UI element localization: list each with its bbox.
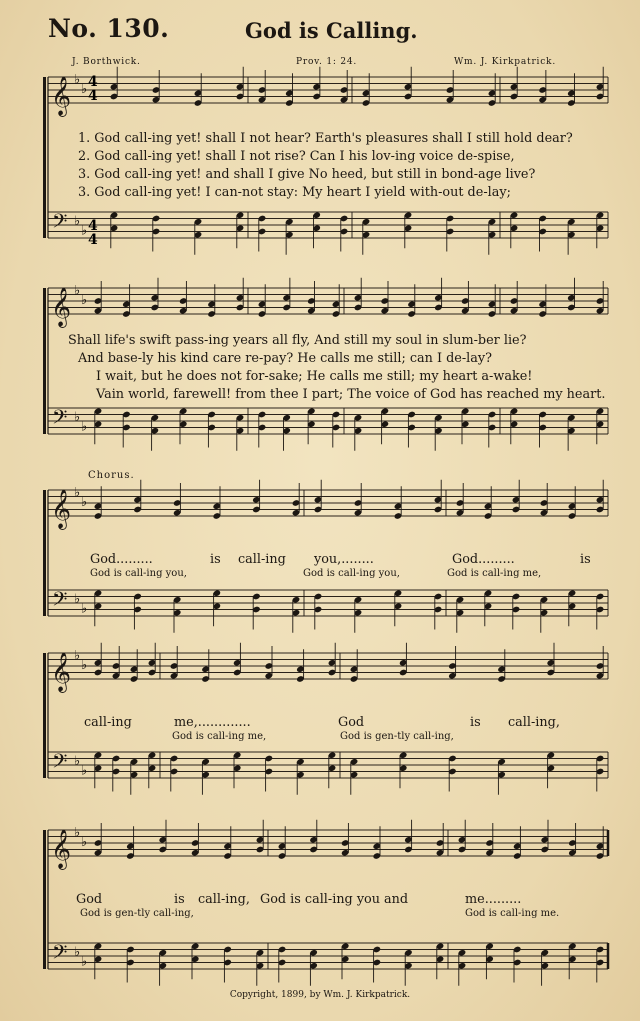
flat-b-icon: ♭ xyxy=(74,944,81,960)
chorus-lyric: God......... xyxy=(90,552,153,567)
flat-b-icon: ♭ xyxy=(74,72,81,88)
chorus-lyric: call-ing, xyxy=(198,892,250,907)
bass-clef-icon: 𝄢 xyxy=(52,587,68,616)
flat-b-icon: ♭ xyxy=(74,485,81,501)
system-bracket xyxy=(43,490,46,616)
flat-b-icon: ♭ xyxy=(74,648,81,664)
hymn-title: God is Calling. xyxy=(245,18,418,43)
author-credit: J. Borthwick. xyxy=(72,57,141,67)
flat-b-icon: ♭ xyxy=(74,753,81,769)
flat-e-icon: ♭ xyxy=(81,82,88,97)
treble-time-signature-bottom: 4 xyxy=(88,88,98,104)
flat-b-icon: ♭ xyxy=(74,409,81,425)
chorus-lyric: me......... xyxy=(465,892,522,907)
flat-b-icon: ♭ xyxy=(74,283,81,299)
chorus-lyric-alt: God is gen-tly call-ing, xyxy=(80,908,194,919)
verse-1-line-1: 1. God call-ing yet! shall I not hear? Earth's pleasures shall I still hold dear? xyxy=(78,131,573,146)
chorus-lyric-alt: God is call-ing me, xyxy=(447,568,542,579)
flat-e-icon: ♭ xyxy=(81,835,88,850)
notes xyxy=(94,67,605,986)
clefs-and-signatures xyxy=(51,72,98,969)
treble-clef-icon: 𝄞 xyxy=(51,652,72,692)
verse-2-line-2: And base-ly his kind care re-pay? He calls me still; can I de-lay? xyxy=(78,351,492,366)
hymn-number: No. 130. xyxy=(48,14,170,43)
scripture-reference: Prov. 1: 24. xyxy=(296,57,358,67)
flat-e-icon: ♭ xyxy=(81,658,88,673)
flat-e-icon: ♭ xyxy=(81,293,88,308)
chorus-lyric: me,............. xyxy=(174,715,251,730)
flat-e-icon: ♭ xyxy=(81,419,88,435)
chorus-lyric: call-ing xyxy=(238,552,286,567)
copyright-notice: Copyright, 1899, by Wm. J. Kirkpatrick. xyxy=(229,990,411,1000)
system-bracket xyxy=(43,77,46,238)
flat-b-icon: ♭ xyxy=(74,591,81,607)
chorus-lyric: is xyxy=(174,892,185,907)
chorus-lyric: call-ing xyxy=(84,715,132,730)
bass-time-signature-top: 4 xyxy=(88,218,98,234)
flat-e-icon: ♭ xyxy=(81,954,88,970)
chorus-lyric: God xyxy=(76,892,103,907)
bass-clef-icon: 𝄢 xyxy=(52,405,68,434)
verse-3-line-2: I wait, but he does not for-sake; He calls me still; my heart a-wake! xyxy=(96,369,533,384)
treble-clef-icon: 𝄞 xyxy=(51,287,72,327)
composer-credit: Wm. J. Kirkpatrick. xyxy=(454,57,556,67)
verse-3-line-1: 3. God call-ing yet! and shall I give No heed, but still in bond-age live? xyxy=(78,167,536,182)
bass-clef-icon: 𝄢 xyxy=(52,940,68,969)
system-bracket xyxy=(43,288,46,434)
verse-1-line-2: Shall life's swift pass-ing years all fly, And still my soul in slum-ber lie? xyxy=(68,333,527,348)
flat-e-icon: ♭ xyxy=(81,601,88,617)
system-bracket xyxy=(43,653,46,778)
chorus-lyric: God is call-ing you and xyxy=(260,892,409,907)
chorus-lyric: you,........ xyxy=(314,552,374,567)
chorus-lyric: God......... xyxy=(452,552,515,567)
chorus-lyric-alt: God is call-ing me, xyxy=(172,731,267,742)
bass-time-signature-bottom: 4 xyxy=(88,232,98,248)
flat-b-icon: ♭ xyxy=(74,825,81,841)
system-bracket xyxy=(43,830,46,969)
chorus-label: Chorus. xyxy=(88,470,135,481)
verse-4-line-2: Vain world, farewell! from thee I part; The voice of God has reached my heart. xyxy=(96,387,606,402)
chorus-lyric-alt: God is call-ing you, xyxy=(90,568,187,579)
bass-clef-icon: 𝄢 xyxy=(52,749,68,778)
chorus-lyric-alt: God is call-ing you, xyxy=(303,568,400,579)
flat-b-icon: ♭ xyxy=(74,213,81,229)
treble-time-signature-top: 4 xyxy=(88,74,98,90)
chorus-lyric: is xyxy=(470,715,481,730)
treble-clef-icon: 𝄞 xyxy=(51,829,72,869)
verse-2-line-1: 2. God call-ing yet! shall I not rise? Can I his lov-ing voice de-spise, xyxy=(78,149,515,164)
chorus-lyric: is xyxy=(580,552,591,567)
flat-e-icon: ♭ xyxy=(81,763,88,779)
treble-clef-icon: 𝄞 xyxy=(51,489,72,529)
staff-lines xyxy=(43,77,608,969)
treble-clef-icon: 𝄞 xyxy=(51,76,72,116)
verse-4-line-1: 3. God call-ing yet! I can-not stay: My heart I yield with-out de-lay; xyxy=(78,185,511,200)
chorus-lyric: call-ing, xyxy=(508,715,560,730)
chorus-lyric-alt: God is gen-tly call-ing, xyxy=(340,731,454,742)
chorus-lyric-alt: God is call-ing me. xyxy=(465,908,560,919)
chorus-lyric: God xyxy=(338,715,365,730)
chorus-lyric: is xyxy=(210,552,221,567)
flat-e-icon: ♭ xyxy=(81,223,88,239)
flat-e-icon: ♭ xyxy=(81,495,88,510)
bass-clef-icon: 𝄢 xyxy=(52,209,68,238)
